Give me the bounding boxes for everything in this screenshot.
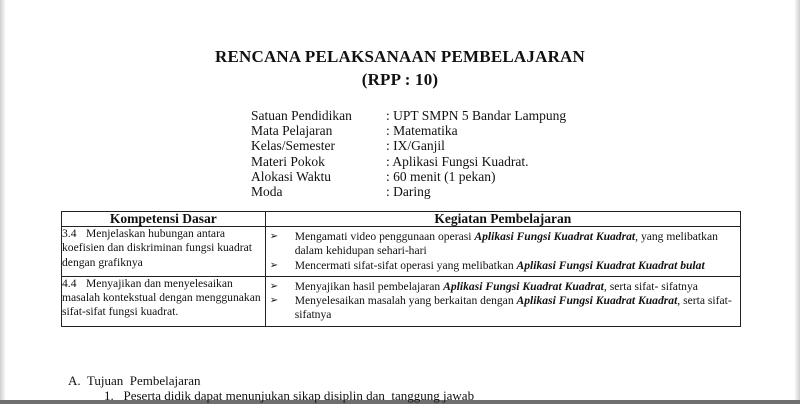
list-item xyxy=(270,230,734,259)
activity-text-tail: , yang melibatkan dalam kehidupan sehari-hari xyxy=(294,230,718,258)
info-value: : IX/Ganjil xyxy=(386,138,445,154)
info-row-kelas xyxy=(251,138,566,153)
activity-text: Mengamati video penggunaan operasi xyxy=(294,230,475,243)
activity-emphasis: Aplikasi Fungsi Kuadrat Kuadrat xyxy=(474,230,636,243)
info-label: Materi Pokok xyxy=(251,153,325,169)
info-row-moda xyxy=(251,184,566,199)
activity-cell xyxy=(265,276,740,326)
info-row-alokasi xyxy=(251,169,566,184)
arrow-bullet-icon: ➢ xyxy=(269,295,279,307)
activity-cell xyxy=(265,227,740,277)
info-row-mapel xyxy=(251,123,566,138)
document-subtitle: (RPP : 10) xyxy=(361,70,439,89)
info-label: Moda xyxy=(251,184,283,200)
activity-emphasis: Aplikasi Fungsi Kuadrat Kuadrat bulat xyxy=(516,258,705,272)
table-row xyxy=(62,227,741,277)
kd-number: 3.4 xyxy=(62,227,77,240)
kd-text: Menyajikan dan menyelesaikan masalah kontekstual dengan menggunakan sifat-sifat fungsi kuadrat. xyxy=(62,276,261,319)
info-label: Alokasi Waktu xyxy=(251,168,332,184)
info-value: : Aplikasi Fungsi Kuadrat. xyxy=(386,153,529,169)
activity-text-tail: , serta sifat- sifatnya xyxy=(603,279,698,293)
arrow-bullet-icon: ➢ xyxy=(269,280,279,292)
table-row xyxy=(62,276,741,326)
document-title: RENCANA PELAKSANAAN PEMBELAJARAN xyxy=(214,47,586,66)
kd-cell xyxy=(62,227,266,277)
arrow-bullet-icon: ➢ xyxy=(269,231,279,242)
info-row-satuan xyxy=(251,108,566,123)
info-row-materi xyxy=(251,154,566,169)
info-block xyxy=(251,108,566,199)
info-label: Kelas/Semester xyxy=(251,138,335,154)
info-value: : 60 menit (1 pekan) xyxy=(386,168,496,184)
kd-number: 4.4 xyxy=(62,276,77,290)
arrow-bullet-icon: ➢ xyxy=(269,259,279,271)
list-item xyxy=(270,280,734,294)
activity-text: Menyelesaikan masalah yang berkaitan dengan xyxy=(294,294,517,308)
table-header-row xyxy=(62,212,741,227)
tujuan-heading: A. Tujuan Pembelajaran xyxy=(68,373,201,388)
header-kompetensi-dasar: Kompetensi Dasar xyxy=(62,212,266,227)
info-value: : UPT SMPN 5 Bandar Lampung xyxy=(386,108,567,123)
kd-kegiatan-table xyxy=(61,211,741,327)
activity-emphasis: Aplikasi Fungsi Kuadrat Kuadrat xyxy=(443,279,604,293)
activity-text: Menyajikan hasil pembelajaran xyxy=(294,279,444,293)
activity-text: Mencermati sifat-sifat operasi yang melibatkan xyxy=(294,258,517,272)
info-value: : Daring xyxy=(386,184,431,200)
list-item xyxy=(270,259,734,273)
info-value: : Matematika xyxy=(386,123,458,139)
activity-text-tail: , serta sifat-sifatnya xyxy=(294,294,732,322)
list-item xyxy=(270,294,734,323)
info-label: Satuan Pendidikan xyxy=(251,108,352,123)
info-label: Mata Pelajaran xyxy=(251,123,333,139)
tujuan-item: 1. Peserta didik dapat menunjukan sikap disiplin dan tanggung jawab xyxy=(104,388,475,403)
kd-cell xyxy=(62,276,266,326)
header-kegiatan-pembelajaran: Kegiatan Pembelajaran xyxy=(265,212,740,227)
activity-emphasis: Aplikasi Fungsi Kuadrat Kuadrat xyxy=(516,294,678,308)
kd-text: Menjelaskan hubungan antara koefisien dan diskriminan fungsi kuadrat dengan grafiknya xyxy=(62,227,252,269)
